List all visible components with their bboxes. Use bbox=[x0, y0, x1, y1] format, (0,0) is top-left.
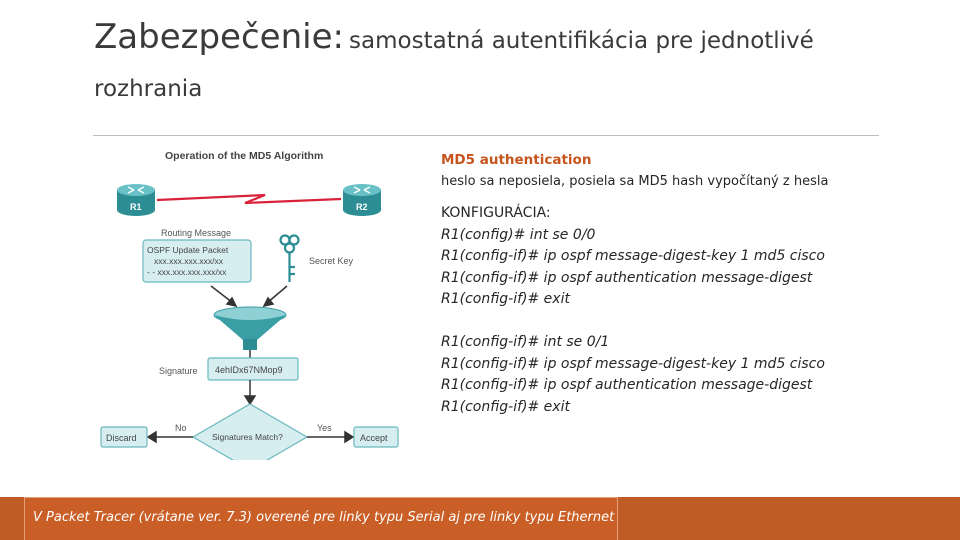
config-line: R1(config)# int se 0/0 bbox=[441, 226, 596, 243]
slide-title-sub: samostatná autentifikácia pre jednotlivé rozhrania bbox=[94, 28, 814, 102]
config-line: R1(config-if)# ip ospf message-digest-key 1 md5 cisco bbox=[441, 355, 825, 372]
secret-key-label: Secret Key bbox=[309, 256, 354, 266]
slide-title-main: Zabezpečenie: bbox=[94, 17, 344, 57]
hash-funnel-icon bbox=[214, 307, 286, 350]
arrow-to-accept bbox=[307, 432, 353, 442]
config-heading: KONFIGURÁCIA: bbox=[441, 205, 551, 221]
config-line: R1(config-if)# ip ospf authentication message-digest bbox=[441, 377, 813, 394]
secret-key-icon bbox=[281, 236, 299, 283]
packet-line-1: OSPF Update Packet bbox=[147, 245, 229, 255]
signature-value: 4ehIDx67NMop9 bbox=[215, 365, 283, 375]
signature-label: Signature bbox=[159, 366, 198, 376]
footer-note: V Packet Tracer (vrátane ver. 7.3) overené pre linky typu Serial aj pre linky typu Ethernet bbox=[33, 510, 615, 525]
slide-title bbox=[94, 14, 884, 114]
router-r2-label: R2 bbox=[356, 202, 368, 212]
no-label: No bbox=[175, 423, 187, 433]
routing-message-label: Routing Message bbox=[161, 228, 232, 238]
title-divider bbox=[93, 135, 879, 136]
packet-line-3: - - xxx.xxx.xxx.xxx/xx bbox=[147, 267, 227, 277]
config-line: R1(config-if)# exit bbox=[441, 398, 570, 415]
yes-label: Yes bbox=[317, 423, 332, 433]
config-line: R1(config-if)# exit bbox=[441, 291, 570, 308]
router-r2 bbox=[343, 184, 381, 216]
config-line: R1(config-if)# ip ospf authentication message-digest bbox=[441, 269, 813, 286]
discard-label: Discard bbox=[106, 433, 137, 443]
arrow-signature-to-decision bbox=[245, 380, 255, 404]
config-line: R1(config-if)# int se 0/1 bbox=[441, 333, 610, 350]
md5-title: MD5 authentication bbox=[441, 152, 592, 168]
accept-label: Accept bbox=[360, 433, 388, 443]
arrows-into-hash bbox=[211, 286, 287, 306]
serial-link-bolt bbox=[157, 195, 341, 203]
config-line: R1(config-if)# ip ospf message-digest-key 1 md5 cisco bbox=[441, 248, 825, 265]
router-r1-label: R1 bbox=[130, 202, 142, 212]
diagram-title: Operation of the MD5 Algorithm bbox=[165, 150, 324, 162]
config-spacer bbox=[441, 311, 891, 332]
arrow-to-discard bbox=[148, 432, 193, 442]
decision-label: Signatures Match? bbox=[212, 432, 283, 442]
ospf-packet-box bbox=[143, 240, 251, 282]
md5-description: heslo sa neposiela, posiela sa MD5 hash vypočítaný z hesla bbox=[441, 174, 829, 189]
router-r1 bbox=[117, 184, 155, 216]
config-block bbox=[441, 203, 891, 418]
md5-diagram bbox=[95, 140, 415, 460]
text-column bbox=[441, 150, 891, 418]
packet-line-2: xxx.xxx.xxx.xxx/xx bbox=[154, 256, 223, 266]
md5-diagram-svg bbox=[95, 140, 415, 460]
